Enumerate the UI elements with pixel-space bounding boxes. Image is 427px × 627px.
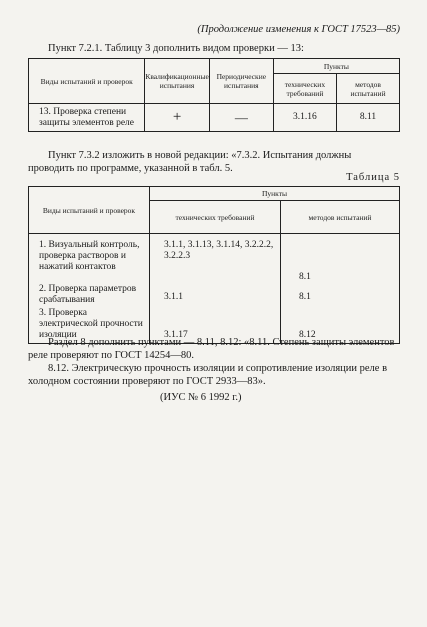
t1-row-tech: 3.1.16 <box>273 104 336 132</box>
t2-row1-name: 1. Визуальный контроль, проверка растворов и нажатий контактов <box>29 234 150 284</box>
paragraph-7-2-1: Пункт 7.2.1. Таблицу 3 дополнить видом проверки — 13: <box>48 43 304 54</box>
paragraph-section-8: Раздел 8 дополнить пунктами — 8.11, 8.12: «8.11. Степень защиты элементов реле проверяют по ГОСТ 14254—80. <box>28 337 395 361</box>
t1-col-points: Пункты <box>273 59 399 74</box>
t2-row1-meth: 8.1 <box>281 234 400 284</box>
t2-row3-tech: 3.1.17 <box>150 308 281 344</box>
table-3-addition <box>28 58 400 132</box>
t1-col-types: Виды испытаний и проверок <box>29 59 145 104</box>
t1-col-qualification: Квалификационные испытания <box>145 59 210 104</box>
t1-col-methods: методов испытаний <box>337 74 400 104</box>
t1-row-periodic: — <box>209 104 273 132</box>
t1-col-periodic: Периодические испытания <box>209 59 273 104</box>
t1-col-tech: технических требований <box>273 74 336 104</box>
table-5-label: Таблица 5 <box>346 172 400 183</box>
t2-row1-tech: 3.1.1, 3.1.13, 3.1.14, 3.2.2.2, 3.2.2.3 <box>150 234 281 284</box>
table-5 <box>28 186 400 344</box>
t1-row-name: 13. Проверка степени защиты элементов реле <box>29 104 145 132</box>
t1-row-qualification: + <box>145 104 210 132</box>
t2-row2-meth: 8.1 <box>281 284 400 308</box>
footer-ius: (ИУС № 6 1992 г.) <box>160 392 242 403</box>
page-header: (Продолжение изменения к ГОСТ 17523—85) <box>197 24 400 35</box>
t2-row3-meth: 8.12 <box>281 308 400 344</box>
t2-col-points: Пункты <box>150 187 400 201</box>
t2-row2-name: 2. Проверка параметров срабатывания <box>29 284 150 308</box>
t2-row3-name: 3. Проверка электрической прочности изоляции <box>29 308 150 344</box>
t2-col-tech: технических требований <box>150 201 281 234</box>
paragraph-7-3-2: Пункт 7.3.2 изложить в новой редакции: «7.3.2. Испытания должны проводить по программе, указанной в табл. 5. <box>28 150 352 174</box>
t2-row2-tech: 3.1.1 <box>150 284 281 308</box>
paragraph-8-12: 8.12. Электрическую прочность изоляции и сопротивление изоляции реле в холодном состоянии проверяют по ГОСТ 2933—83». <box>28 363 388 387</box>
t2-col-types: Виды испытаний и проверок <box>29 187 150 234</box>
t2-col-methods: методов испытаний <box>281 201 400 234</box>
t1-row-methods: 8.11 <box>337 104 400 132</box>
